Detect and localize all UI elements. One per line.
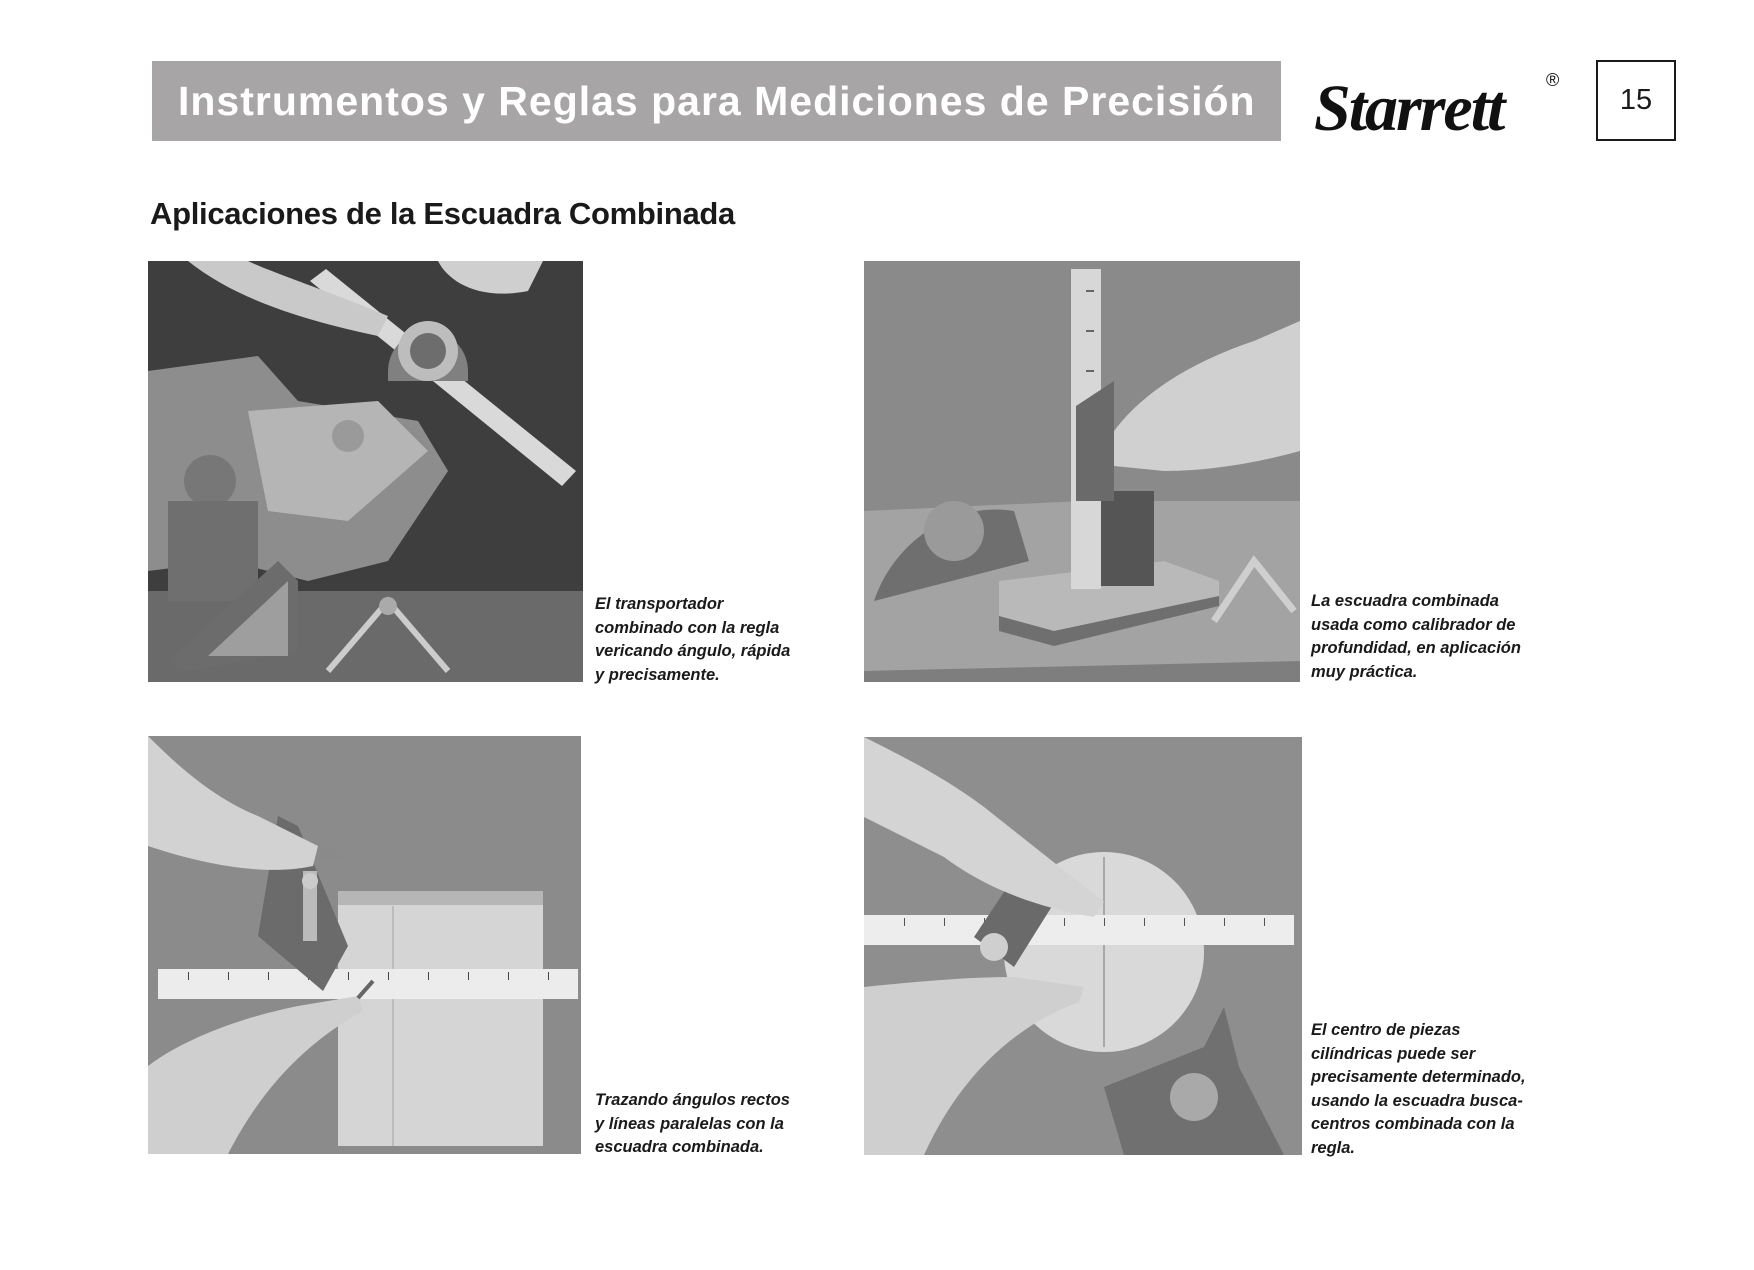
photo-protractor-rule bbox=[148, 261, 583, 682]
caption-4 bbox=[1311, 1019, 1541, 1160]
caption-1 bbox=[595, 593, 825, 687]
caption-line: El centro de piezas bbox=[1311, 1021, 1461, 1039]
caption-line: profundidad, en aplicación bbox=[1311, 639, 1521, 657]
page-number-box bbox=[1596, 60, 1676, 141]
brand-wordmark: Starrett bbox=[1314, 72, 1504, 144]
caption-line: y líneas paralelas con la bbox=[595, 1114, 784, 1133]
starrett-logo bbox=[1310, 58, 1575, 144]
caption-line: precisamente determinado, bbox=[1311, 1068, 1526, 1086]
caption-line: usando la escuadra busca- bbox=[1311, 1091, 1523, 1110]
caption-line: combinado con la regla bbox=[595, 618, 780, 637]
photo-center-finder bbox=[864, 737, 1302, 1155]
caption-line: La escuadra combinada bbox=[1311, 592, 1499, 610]
caption-line: y precisamente. bbox=[595, 665, 720, 684]
header-bar bbox=[152, 61, 1281, 141]
caption-2 bbox=[1311, 590, 1541, 684]
header-title: Instrumentos y Reglas para Mediciones de Precisión bbox=[178, 77, 1256, 124]
caption-line: cilíndricas puede ser bbox=[1311, 1044, 1476, 1063]
caption-line: vericando ángulo, rápida bbox=[595, 642, 791, 660]
caption-3 bbox=[595, 1089, 825, 1160]
caption-line: El transportador bbox=[595, 595, 724, 613]
page-number: 15 bbox=[1619, 84, 1653, 116]
section-title: Aplicaciones de la Escuadra Combinada bbox=[150, 196, 735, 231]
caption-line: muy práctica. bbox=[1311, 662, 1418, 681]
photo-square-layout bbox=[148, 736, 581, 1154]
caption-line: usada como calibrador de bbox=[1311, 615, 1516, 634]
photo-depth-gauge bbox=[864, 261, 1300, 682]
caption-line: centros combinada con la bbox=[1311, 1115, 1515, 1133]
registered-mark: ® bbox=[1546, 70, 1560, 90]
caption-line: Trazando ángulos rectos bbox=[595, 1091, 790, 1109]
caption-line: escuadra combinada. bbox=[595, 1138, 764, 1156]
caption-line: regla. bbox=[1311, 1138, 1356, 1157]
